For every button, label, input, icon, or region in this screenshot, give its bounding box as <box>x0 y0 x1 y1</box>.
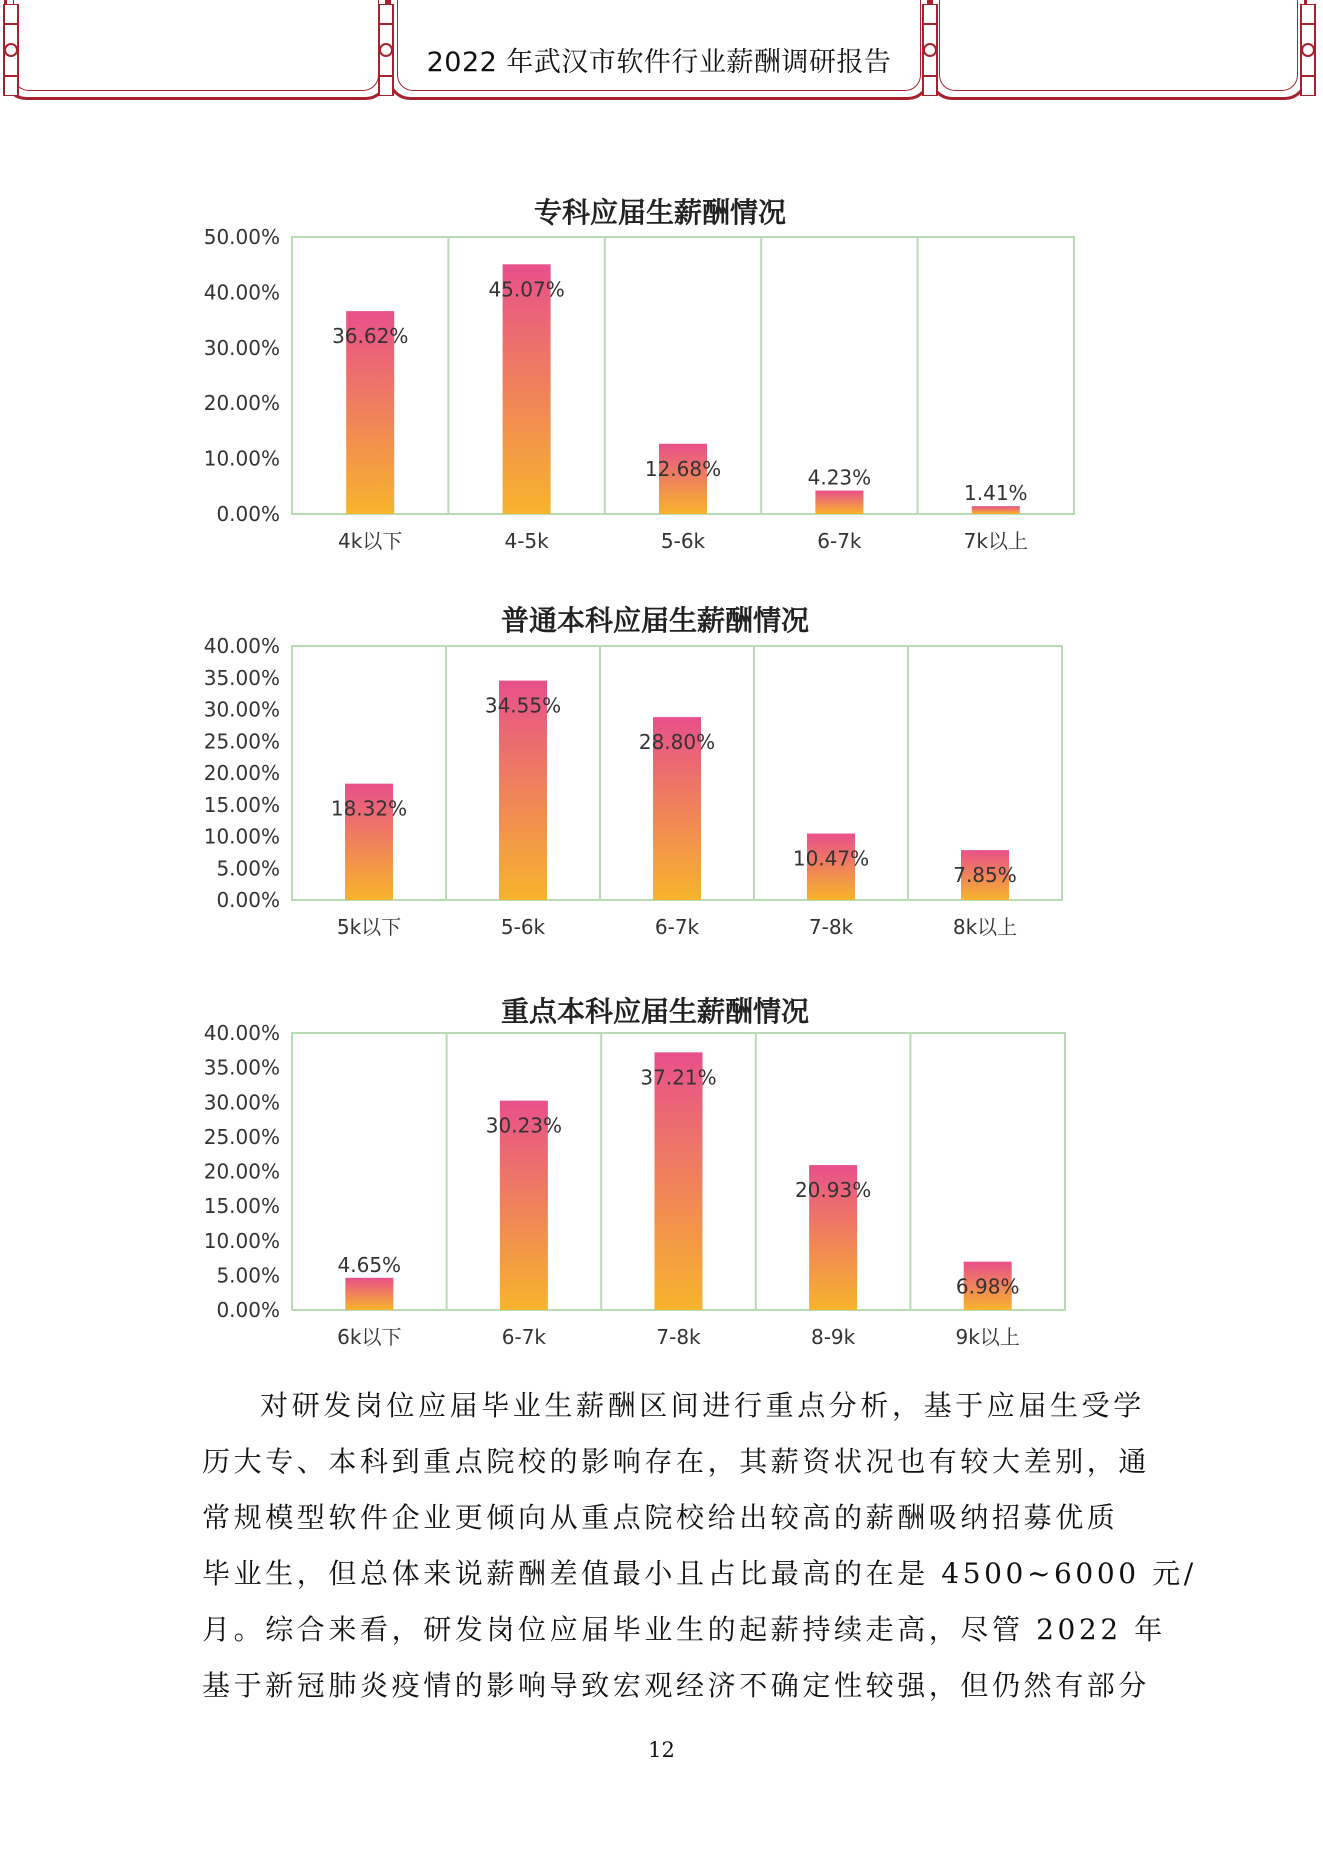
paragraph-line: 基于新冠肺炎疫情的影响导致宏观经济不确定性较强，但仍然有部分 <box>202 1669 1151 1702</box>
y-tick-label: 5.00% <box>216 856 280 881</box>
y-tick-label: 35.00% <box>203 665 280 690</box>
data-label: 1.41% <box>964 481 1028 506</box>
y-tick-label: 5.00% <box>216 1263 280 1288</box>
data-label: 45.07% <box>488 277 565 302</box>
data-label: 6.98% <box>955 1274 1020 1299</box>
y-tick-label: 30.00% <box>203 1090 280 1115</box>
y-tick-label: 40.00% <box>203 634 280 658</box>
y-tick-label: 40.00% <box>203 280 280 305</box>
y-tick-label: 30.00% <box>203 697 280 722</box>
y-tick-label: 50.00% <box>203 225 280 249</box>
y-tick-label: 20.00% <box>203 761 280 785</box>
y-tick-label: 25.00% <box>203 729 280 754</box>
y-tick-label: 10.00% <box>203 1228 280 1253</box>
data-label: 36.62% <box>332 324 409 349</box>
paragraph-line: 对研发岗位应届毕业生薪酬区间进行重点分析，基于应届生受学 <box>260 1389 1145 1422</box>
x-tick-label: 7-8k <box>656 1325 701 1349</box>
y-tick-label: 35.00% <box>203 1055 280 1080</box>
y-tick-label: 0.00% <box>216 502 280 526</box>
data-label: 30.23% <box>485 1113 563 1138</box>
chart-title: 专科应届生薪酬情况 <box>533 196 786 229</box>
report-title: 2022 年武汉市软件行业薪酬调研报告 <box>426 47 892 78</box>
paragraph-line: 历大专、本科到重点院校的影响存在，其薪资状况也有较大差别，通 <box>202 1445 1151 1478</box>
paragraph-line: 月。综合来看，研发岗位应届毕业生的起薪持续走高，尽管 2022 年 <box>202 1613 1166 1646</box>
x-tick-label: 6-7k <box>501 1325 547 1349</box>
paragraph-line: 毕业生，但总体来说薪酬差值最小且占比最高的在是 4500~6000 元/ <box>202 1557 1197 1590</box>
x-tick-label: 5k以下 <box>336 915 402 939</box>
y-tick-label: 0.00% <box>216 888 280 912</box>
data-label: 4.65% <box>337 1252 402 1277</box>
x-tick-label: 5-6k <box>500 915 546 939</box>
y-tick-label: 30.00% <box>203 335 280 360</box>
y-tick-label: 15.00% <box>203 1194 280 1219</box>
bar <box>345 1278 393 1310</box>
data-label: 10.47% <box>792 846 870 871</box>
x-tick-label: 6-7k <box>817 529 862 553</box>
data-label: 4.23% <box>807 465 872 490</box>
data-label: 28.80% <box>638 730 716 755</box>
data-label: 20.93% <box>794 1178 872 1203</box>
data-label: 34.55% <box>484 693 562 718</box>
x-tick-label: 8k以上 <box>952 915 1018 939</box>
data-label: 37.21% <box>640 1065 717 1090</box>
data-label: 7.85% <box>953 863 1017 888</box>
x-tick-label: 5-6k <box>660 529 706 553</box>
x-tick-label: 4-5k <box>504 529 549 553</box>
body-paragraph <box>202 1378 1197 1714</box>
x-tick-label: 7-8k <box>808 915 854 939</box>
y-tick-label: 0.00% <box>216 1298 280 1322</box>
bar <box>655 1052 703 1310</box>
paragraph-line: 常规模型软件企业更倾向从重点院校给出较高的薪酬吸纳招募优质 <box>202 1501 1119 1534</box>
data-label: 12.68% <box>644 456 722 481</box>
y-tick-label: 10.00% <box>203 824 280 849</box>
y-tick-label: 20.00% <box>203 391 280 416</box>
x-tick-label: 8-9k <box>810 1325 856 1349</box>
data-label: 18.32% <box>330 796 408 821</box>
y-tick-label: 10.00% <box>203 446 280 471</box>
x-tick-label: 6-7k <box>654 915 700 939</box>
page-number: 12 <box>648 1738 675 1762</box>
x-tick-label: 4k以下 <box>338 529 403 553</box>
x-tick-label: 6k以下 <box>337 1325 402 1349</box>
y-tick-label: 40.00% <box>203 1021 280 1045</box>
x-tick-label: 7k以上 <box>963 529 1028 553</box>
y-tick-label: 20.00% <box>203 1159 280 1184</box>
chart-title: 普通本科应届生薪酬情况 <box>500 604 809 637</box>
y-tick-label: 25.00% <box>203 1124 280 1149</box>
x-tick-label: 9k以上 <box>955 1325 1020 1349</box>
y-tick-label: 15.00% <box>203 792 280 817</box>
chart-title: 重点本科应届生薪酬情况 <box>500 995 809 1028</box>
